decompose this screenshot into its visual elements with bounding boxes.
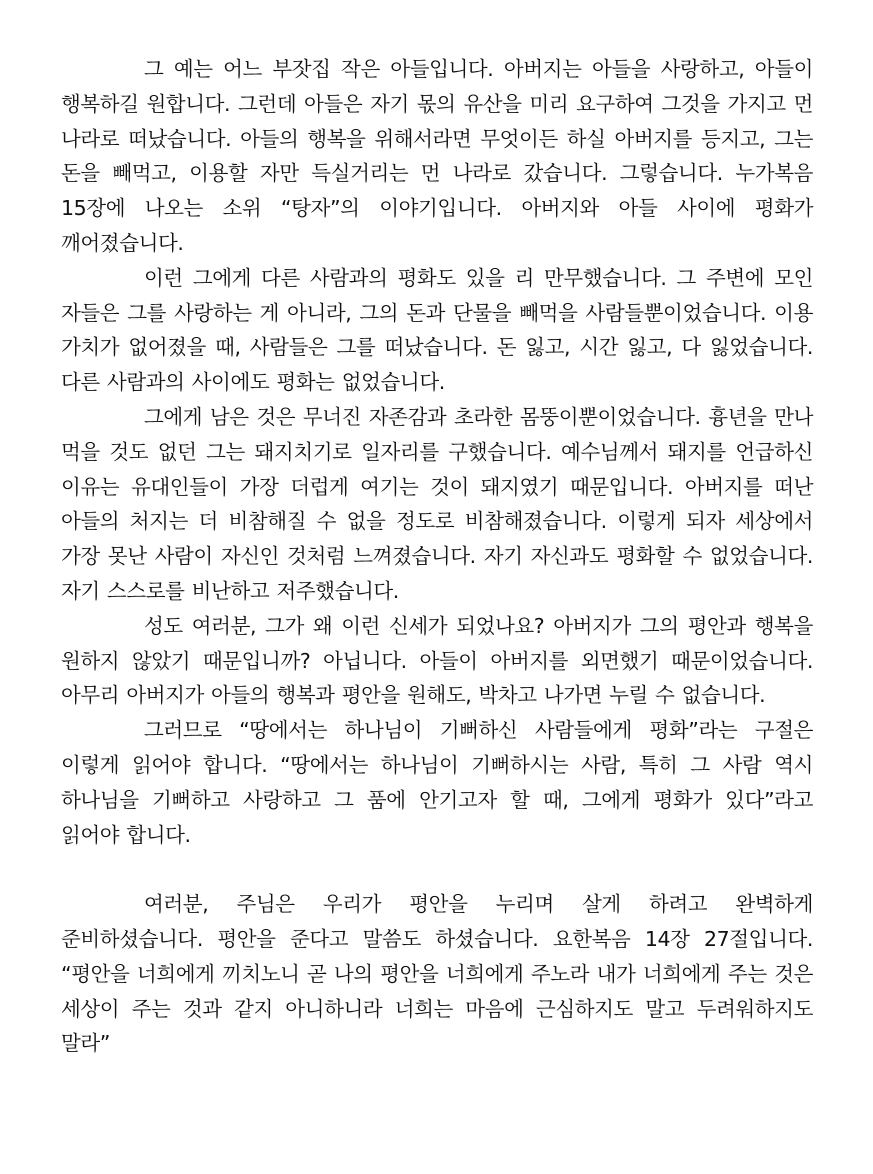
paragraph-no-peace-with-self: 그에게 남은 것은 무너진 자존감과 초라한 몸뚱이뿐이었습니다. 흉년을 만나 먹을 것도 없던 그는 돼지치기로 일자리를 구했습니다. 예수님께서 돼지를 언급하신 이유는 유대인들이 가장 더럽게 여기는 것이 돼지였기 때문입니다. 아버지를 떠난 아들의 처지는 더 비참해질 수 없을 정도로 비참해졌습니다. 이렇게 되자 세상에서 가장 못난 사람이 자신인 것처럼 느껴졌습니다. 자기 자신과도 평화할 수 없었습니다. 자기 스스로를 비난하고 저주했습니다. bbox=[61, 404, 813, 603]
paragraph-prodigal-son-intro: 그 예는 어느 부잣집 작은 아들입니다. 아버지는 아들을 사랑하고, 아들이 행복하길 원합니다. 그런데 아들은 자기 몫의 유산을 미리 요구하여 그것을 가지고 먼 나라로 떠났습니다. 아들의 행복을 위해서라면 무엇이든 하실 아버지를 등지고, 그는 돈을 빼먹고, 이용할 자만 득실거리는 먼 나라로 갔습니다. 그렇습니다. 누가복음 15장에 나오는 소위 “탕자”의 이야기입니다. 아버지와 아들 사이에 평화가 깨어졌습니다. bbox=[61, 57, 813, 255]
paragraph-john-14-27: 여러분, 주님은 우리가 평안을 누리며 살게 하려고 완벽하게 준비하셨습니다. 평안을 준다고 말씀도 하셨습니다. 요한복음 14장 27절입니다. “평안을 너희에게 끼치노니 곧 나의 평안을 너희에게 주노라 내가 너희에게 주는 것은 세상이 주는 것과 같지 아니하니라 너희는 마음에 근심하지도 말고 두려워하지도 말라” bbox=[61, 892, 813, 1056]
paragraph-why-this-fate: 성도 여러분, 그가 왜 이런 신세가 되었나요? 아버지가 그의 평안과 행복을 원하지 않았기 때문입니까? 아닙니다. 아들이 아버지를 외면했기 때문이었습니다. 아무리 아버지가 아들의 행복과 평안을 원해도, 박차고 나가면 누릴 수 없습니다. bbox=[61, 613, 813, 708]
paragraph-how-to-read-verse: 그러므로 “땅에서는 하나님이 기뻐하신 사람들에게 평화”라는 구절은 이렇게 읽어야 합니다. “땅에서는 하나님이 기뻐하시는 사람, 특히 그 사람 역시 하나님을 기뻐하고 사랑하고 그 품에 안기고자 할 때, 그에게 평화가 있다”라고 읽어야 합니다. bbox=[61, 718, 813, 847]
paragraph-no-peace-with-others: 이런 그에게 다른 사람과의 평화도 있을 리 만무했습니다. 그 주변에 모인 자들은 그를 사랑하는 게 아니라, 그의 돈과 단물을 빼먹을 사람들뿐이었습니다. 이용 가치가 없어졌을 때, 사람들은 그를 떠났습니다. 돈 잃고, 시간 잃고, 다 잃었습니다. 다른 사람과의 사이에도 평화는 없었습니다. bbox=[61, 265, 813, 395]
document-page bbox=[61, 52, 813, 1061]
